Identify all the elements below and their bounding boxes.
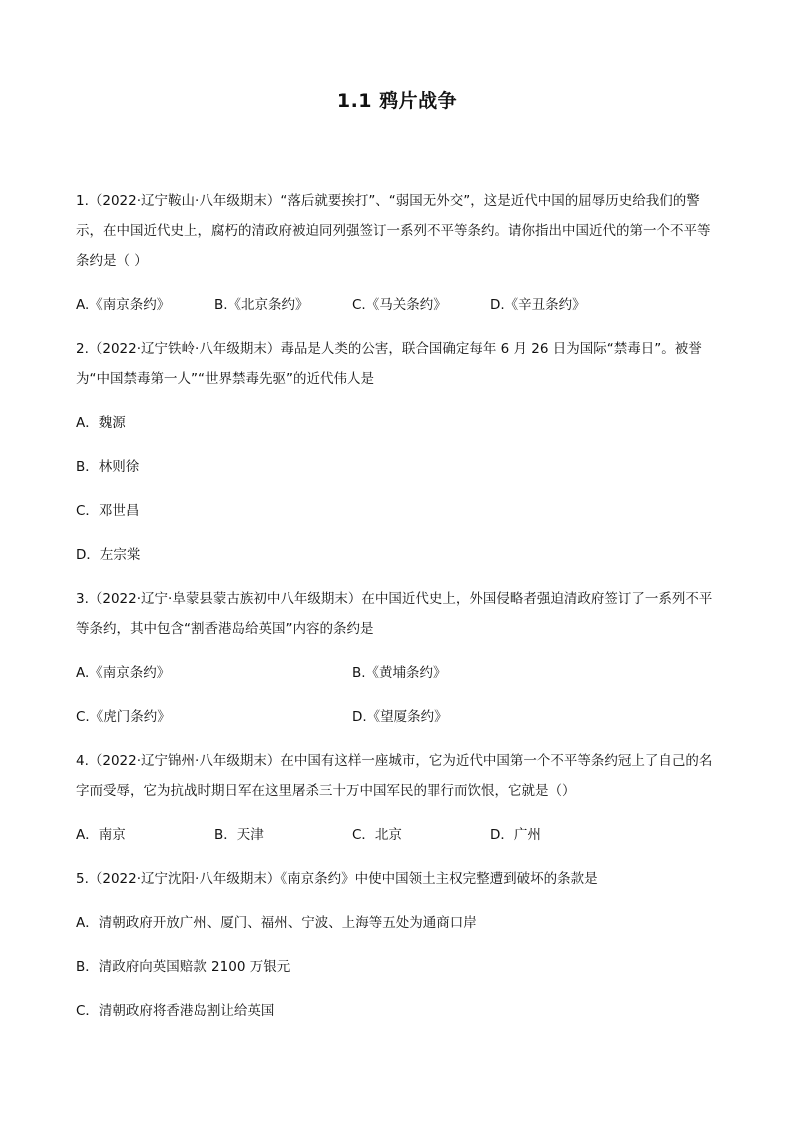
option-b[interactable]: B.《黄埔条约》 — [352, 665, 447, 681]
option-d[interactable]: D．左宗棠 — [76, 547, 141, 563]
option-d[interactable]: D.《辛丑条约》 — [490, 297, 586, 313]
question-stem: 3.（2022·辽宁·阜蒙县蒙古族初中八年级期末）在中国近代史上，外国侵略者强迫清政府签订了一系列不平等条约，其中包含“割香港岛给英国”内容的条约是 — [76, 591, 713, 637]
question-stem: 2.（2022·辽宁铁岭·八年级期末）毒品是人类的公害，联合国确定每年 6 月 26 日为国际“禁毒日”。被誉为“中国禁毒第一人”“世界禁毒先驱”的近代伟人是 — [76, 341, 702, 387]
question-list — [76, 186, 722, 1026]
question-stem: 5.（2022·辽宁沈阳·八年级期末）《南京条约》中使中国领土主权完整遭到破坏的条款是 — [76, 871, 598, 887]
question-4 — [76, 746, 722, 850]
option-d[interactable]: D.《望厦条约》 — [352, 709, 448, 725]
option-row — [76, 702, 722, 732]
option-c[interactable]: C.《虎门条约》 — [76, 709, 171, 725]
question-1 — [76, 186, 722, 320]
option-row — [76, 820, 722, 850]
option-b[interactable]: B．天津 — [214, 827, 264, 843]
option-row — [76, 658, 722, 688]
option-b[interactable]: B．林则徐 — [76, 459, 140, 475]
page-title: 1.1 鸦片战争 — [336, 90, 458, 112]
option-row — [76, 290, 722, 320]
question-3 — [76, 584, 722, 732]
option-c[interactable]: C．北京 — [352, 827, 402, 843]
option-d[interactable]: D．广州 — [490, 827, 541, 843]
option-a[interactable]: A．清朝政府开放广州、厦门、福州、宁波、上海等五处为通商口岸 — [76, 915, 477, 931]
option-b[interactable]: B．清政府向英国赔款 2100 万银元 — [76, 959, 291, 975]
question-stem: 4.（2022·辽宁锦州·八年级期末）在中国有这样一座城市，它为近代中国第一个不平等条约冠上了自己的名字而受辱，它为抗战时期日军在这里屠杀三十万中国军民的罪行而饮恨，它就是（） — [76, 753, 713, 799]
option-a[interactable]: A.《南京条约》 — [76, 297, 171, 313]
option-a[interactable]: A.《南京条约》 — [76, 665, 171, 681]
option-c[interactable]: C．清朝政府将香港岛割让给英国 — [76, 1003, 275, 1019]
option-b[interactable]: B.《北京条约》 — [214, 297, 309, 313]
option-a[interactable]: A．魏源 — [76, 415, 126, 431]
option-a[interactable]: A．南京 — [76, 827, 126, 843]
option-c[interactable]: C．邓世昌 — [76, 503, 140, 519]
question-stem: 1.（2022·辽宁鞍山·八年级期末）“落后就要挨打”、“弱国无外交”，这是近代中国的屈辱历史给我们的警示，在中国近代史上，腐朽的清政府被迫同列强签订一系列不平等条约。请你指出中国近代的第一个不平等条约是（ ） — [76, 193, 711, 269]
question-2 — [76, 334, 722, 570]
question-5 — [76, 864, 722, 1026]
option-c[interactable]: C.《马关条约》 — [352, 297, 447, 313]
